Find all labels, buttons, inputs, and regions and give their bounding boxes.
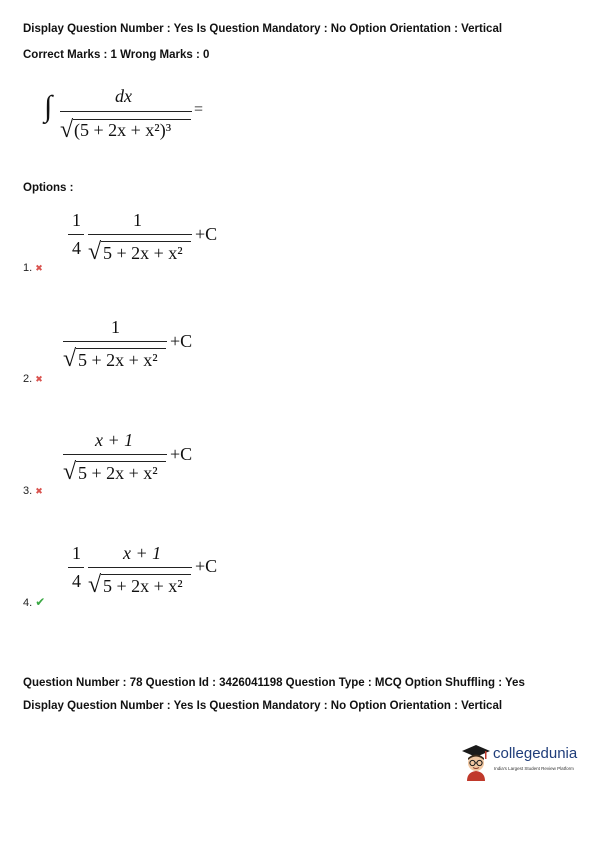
options-label: Options : — [23, 182, 74, 194]
check-icon: ✔ — [35, 595, 46, 609]
option-3-suffix: +C — [170, 444, 193, 464]
option-4-coef-denominator: 4 — [72, 571, 81, 591]
option-1-coef-numerator: 1 — [72, 210, 81, 230]
sqrt-bar — [101, 241, 191, 242]
option-3-label: 3. — [23, 485, 33, 497]
option-2-fraction-line — [63, 341, 167, 342]
option-1-radicand: 5 + 2x + x² — [103, 243, 183, 263]
question-numerator: dx — [115, 86, 132, 106]
logo-tagline: India's Largest Student Review Platform — [494, 766, 574, 771]
option-3-radicand: 5 + 2x + x² — [78, 463, 158, 483]
option-1-label: 1. — [23, 262, 33, 274]
option-1-numerator: 1 — [133, 210, 142, 230]
option-1-suffix: +C — [195, 224, 218, 244]
sqrt-icon: √ — [88, 239, 102, 265]
sqrt-icon: √ — [63, 459, 77, 485]
option-4-numerator: x + 1 — [123, 543, 162, 563]
option-2-numerator: 1 — [111, 317, 120, 337]
option-2-label: 2. — [23, 373, 33, 385]
option-1-coef-denominator: 4 — [72, 238, 81, 258]
option-4-label: 4. — [23, 597, 33, 609]
cross-icon: ✖ — [35, 263, 43, 273]
integral-sign: ∫ — [44, 90, 53, 123]
marks-line: Correct Marks : 1 Wrong Marks : 0 — [23, 49, 210, 61]
option-1-number — [23, 262, 43, 274]
option-3-number — [23, 485, 43, 497]
option-4-number — [23, 595, 45, 609]
sqrt-icon: √ — [88, 572, 102, 598]
cross-icon: ✖ — [35, 486, 43, 496]
sqrt-bar — [76, 461, 166, 462]
sqrt-icon: √ — [60, 117, 74, 143]
cross-icon: ✖ — [35, 374, 43, 384]
collegedunia-logo — [461, 744, 581, 782]
question-radicand: (5 + 2x + x²)³ — [74, 120, 172, 140]
option-4-coef-numerator: 1 — [72, 543, 81, 563]
question-settings-line-2: Display Question Number : Yes Is Question Mandatory : No Option Orientation : Vertical — [23, 700, 503, 712]
sqrt-icon: √ — [63, 346, 77, 372]
question-info-line: Question Number : 78 Question Id : 3426041198 Question Type : MCQ Option Shuffling : Yes — [23, 677, 525, 689]
option-2-suffix: +C — [170, 331, 193, 351]
question-equals: = — [194, 101, 204, 118]
option-4-fraction-line — [88, 567, 192, 568]
question-settings-line: Display Question Number : Yes Is Question Mandatory : No Option Orientation : Vertical — [23, 23, 503, 35]
option-4-suffix: +C — [195, 556, 218, 576]
question-fraction-line — [60, 111, 192, 112]
logo-name: collegedunia — [493, 745, 578, 762]
option-4-radicand: 5 + 2x + x² — [103, 576, 183, 596]
option-3-numerator: x + 1 — [95, 430, 134, 450]
mascot-icon — [461, 744, 491, 782]
option-1-fraction-line — [88, 234, 192, 235]
sqrt-bar — [76, 348, 166, 349]
option-2-number — [23, 373, 43, 385]
option-1-coef-line — [68, 234, 84, 235]
option-3-fraction-line — [63, 454, 167, 455]
sqrt-bar — [101, 574, 191, 575]
option-4-coef-line — [68, 567, 84, 568]
option-2-radicand: 5 + 2x + x² — [78, 350, 158, 370]
